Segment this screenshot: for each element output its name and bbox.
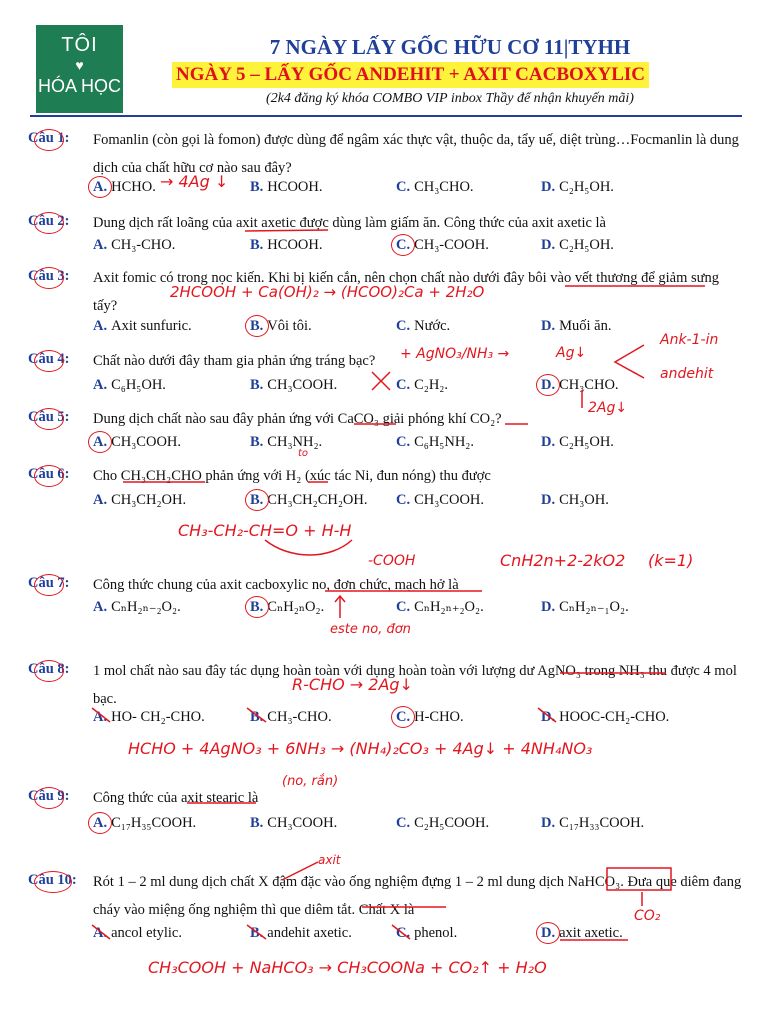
option-text: C₆H₅NH₂.: [414, 434, 474, 450]
option-letter: D.: [541, 925, 556, 941]
option-letter: C.: [396, 492, 411, 508]
number-circle-mark: [34, 267, 64, 289]
question-number: Câu 8:: [28, 661, 70, 677]
answer-option: [396, 434, 474, 451]
note-q3-equation: 2HCOOH + Ca(OH)₂ → (HCOO)₂Ca + 2H₂O: [170, 283, 485, 301]
option-text: axit axetic.: [559, 925, 623, 941]
option-letter: D.: [541, 434, 556, 450]
option-letter: B.: [250, 709, 264, 725]
option-letter: B.: [250, 318, 264, 334]
option-text: Muối ăn.: [559, 318, 612, 334]
answer-option: [541, 599, 629, 616]
option-text: CH₃COOH.: [414, 492, 485, 508]
logo: [36, 25, 123, 113]
question-number: Câu 4:: [28, 351, 70, 367]
option-letter: B.: [250, 434, 264, 450]
question-number: Câu 1:: [28, 130, 70, 146]
note-q7-este: este no, đơn: [330, 622, 411, 637]
number-circle-mark: [34, 787, 64, 809]
option-text: CₙH₂ₙ₋₁O₂.: [559, 599, 629, 615]
option-text: HOOC-CH₂-CHO.: [559, 709, 670, 725]
question-text: Cho CH₃CH₂CHO phản ứng với H₂ (xúc tác Ni, đun nóng) thu được: [93, 468, 491, 484]
option-letter: C.: [396, 377, 411, 393]
answer-option: [396, 377, 448, 394]
answer-option: [541, 815, 644, 832]
option-text: ancol etylic.: [111, 925, 182, 941]
note-q10-axit: axit: [318, 853, 341, 867]
option-letter: B.: [250, 179, 264, 195]
option-text: C₂H₅OH.: [559, 434, 614, 450]
answer-option: [250, 925, 352, 942]
answer-option: [250, 815, 337, 832]
option-letter: D.: [541, 492, 556, 508]
option-letter: D.: [541, 179, 556, 195]
option-text: Vôi tôi.: [267, 318, 312, 334]
number-circle-mark: [34, 465, 64, 487]
note-q4-ag: Ag↓: [556, 345, 587, 361]
option-letter: D.: [541, 377, 556, 393]
question-text: Fomanlin (còn gọi là fomon) được dùng để ngâm xác thực vật, thuộc da, tẩy uế, diệt trùng…Focmanlin là dung dịch của chất hữu cơ nào sau đây?: [93, 132, 739, 176]
option-text: CₙH₂ₙO₂.: [267, 599, 325, 615]
note-q6-cooh: -COOH: [368, 553, 416, 569]
option-letter: D.: [541, 237, 556, 253]
option-letter: C.: [396, 599, 411, 615]
option-text: CH₃CHO.: [559, 377, 619, 393]
answer-option: [93, 318, 192, 335]
option-letter: D.: [541, 599, 556, 615]
answer-option: [93, 925, 182, 942]
answer-option: [541, 237, 614, 254]
option-text: CH₃COOH.: [267, 815, 338, 831]
option-text: C₁₇H₃₅COOH.: [111, 815, 197, 831]
question-text: Công thức chung của axit cacboxylic no, đơn chức, mạch hở là: [93, 577, 459, 593]
question-text: 1 mol chất nào sau đây tác dụng hoàn toàn với dụng hoàn toàn với lượng dư AgNO₃ trong NH₃ thu được 4 mol bạc.: [93, 663, 737, 707]
answer-option: [396, 318, 450, 335]
question-number: Câu 10:: [28, 872, 77, 888]
number-circle-mark: [34, 212, 64, 234]
option-letter: C.: [396, 709, 411, 725]
question-number: Câu 6:: [28, 466, 70, 482]
option-letter: B.: [250, 815, 264, 831]
question-number: Câu 7:: [28, 575, 70, 591]
option-text: HCOOH.: [267, 179, 323, 195]
answer-option: [93, 599, 181, 616]
answer-option: [396, 599, 484, 616]
answer-option: [250, 434, 322, 451]
answer-circle-mark: [88, 812, 112, 834]
answer-circle-mark: [391, 234, 415, 256]
answer-option: [396, 815, 489, 832]
question-number: Câu 2:: [28, 213, 70, 229]
option-letter: A.: [93, 237, 108, 253]
question-text: Rót 1 – 2 ml dung dịch chất X đậm đặc vào ống nghiệm đựng 1 – 2 ml dung dịch NaHCO₃. Đưa que diêm đang cháy vào miệng ống nghiệm thì que diêm tắt. Chất X là: [93, 874, 742, 918]
option-letter: A.: [93, 318, 108, 334]
option-letter: B.: [250, 377, 264, 393]
option-text: CH₃CHO.: [414, 179, 474, 195]
option-text: CₙH₂ₙ₋₂O₂.: [111, 599, 181, 615]
question-number: Câu 9:: [28, 788, 70, 804]
option-letter: C.: [396, 815, 411, 831]
promo-note: (2k4 đăng ký khóa COMBO VIP inbox Thầy để nhận khuyến mãi): [266, 91, 634, 106]
note-q4-andehit: andehit: [660, 366, 714, 382]
heart-icon: ♥: [75, 57, 84, 73]
option-text: CH₃-COOH.: [414, 237, 489, 253]
option-text: C₂H₂.: [414, 377, 448, 393]
question-number: Câu 3:: [28, 268, 70, 284]
option-letter: C.: [396, 237, 411, 253]
answer-circle-mark: [245, 596, 269, 618]
answer-option: [396, 925, 457, 942]
number-circle-mark: [34, 408, 64, 430]
option-letter: D.: [541, 709, 556, 725]
answer-circle-mark: [88, 176, 112, 198]
option-text: phenol.: [414, 925, 458, 941]
number-circle-mark: [34, 129, 64, 151]
option-text: CH₃-CHO.: [111, 237, 176, 253]
note-q6-equation: CH₃-CH₂-CH=O + H-H: [178, 521, 352, 540]
answer-option: [250, 377, 337, 394]
option-text: Nước.: [414, 318, 451, 334]
option-text: CH₃CH₂CH₂OH.: [267, 492, 368, 508]
page-subtitle: NGÀY 5 – LẤY GỐC ANDEHIT + AXIT CACBOXYLIC: [172, 62, 649, 88]
question-text: Dung dịch chất nào sau đây phản ứng với CaCO₃ giải phóng khí CO₂?: [93, 411, 502, 427]
note-q1-4ag: → 4Ag ↓: [160, 172, 229, 191]
option-letter: C.: [396, 179, 411, 195]
option-text: C₂H₅COOH.: [414, 815, 490, 831]
option-letter: D.: [541, 815, 556, 831]
option-text: C₂H₅OH.: [559, 237, 614, 253]
option-text: HCOOH.: [267, 237, 323, 253]
option-text: C₁₇H₃₃COOH.: [559, 815, 645, 831]
question-number: Câu 5:: [28, 409, 70, 425]
option-text: CH₃NH₂.: [267, 434, 323, 450]
answer-option: [250, 237, 322, 254]
number-circle-mark: [34, 350, 64, 372]
option-letter: C.: [396, 925, 411, 941]
header-divider: [30, 115, 742, 117]
question-text: Axit fomic có trong nọc kiến. Khi bị kiến cắn, nên chọn chất nào dưới đây bôi vào vết thương để giảm sưng tấy?: [93, 270, 720, 314]
option-letter: A.: [93, 815, 108, 831]
answer-circle-mark: [391, 706, 415, 728]
page-title: 7 NGÀY LẤY GỐC HỮU CƠ 11|TYHH: [269, 35, 631, 59]
option-text: HCHO.: [111, 179, 156, 195]
option-text: CH₃CH₂OH.: [111, 492, 187, 508]
number-circle-mark: [34, 660, 64, 682]
option-text: Axit sunfuric.: [111, 318, 192, 334]
option-letter: C.: [396, 318, 411, 334]
option-text: H-CHO.: [414, 709, 464, 725]
logo-line2: HÓA HỌC: [37, 76, 121, 96]
note-q6-formula: CnH2n+2-2kO2: [500, 551, 626, 570]
answer-option: [396, 492, 484, 509]
option-text: C₂H₅OH.: [559, 179, 614, 195]
note-q4-ank: Ank-1-in: [660, 332, 719, 348]
option-text: CH₃COOH.: [267, 377, 338, 393]
option-letter: A.: [93, 434, 108, 450]
answer-circle-mark: [245, 489, 269, 511]
number-circle-mark: [34, 574, 64, 596]
note-q4-reagent: + AgNO₃/NH₃ →: [400, 346, 510, 362]
note-q8-equation: HCHO + 4AgNO₃ + 6NH₃ → (NH₄)₂CO₃ + 4Ag↓ + 4NH₄NO₃: [128, 739, 593, 758]
note-q4-2ag: 2Ag↓: [588, 400, 628, 416]
option-text: CH₃-CHO.: [267, 709, 332, 725]
option-letter: A.: [93, 377, 108, 393]
option-letter: A.: [93, 599, 108, 615]
answer-option: [541, 492, 609, 509]
answer-option: [250, 709, 332, 726]
option-letter: A.: [93, 925, 108, 941]
question-text: Dung dịch rất loãng của axit axetic được dùng làm giấm ăn. Công thức của axit axetic là: [93, 215, 606, 231]
note-q6-k: (k=1): [648, 551, 694, 570]
answer-option: [541, 318, 611, 335]
note-q10-equation: CH₃COOH + NaHCO₃ → CH₃COONa + CO₂↑ + H₂O: [148, 958, 547, 977]
answer-option: [93, 237, 175, 254]
question-text: Công thức của axit stearic là: [93, 790, 259, 806]
note-q10-co2: CO₂: [634, 908, 661, 924]
option-text: CH₃OH.: [559, 492, 609, 508]
answer-option: [396, 179, 474, 196]
question-text: Chất nào dưới đây tham gia phản ứng tráng bạc?: [93, 353, 376, 369]
option-letter: C.: [396, 434, 411, 450]
curve-stroke: [265, 540, 352, 555]
answer-option: [93, 709, 205, 726]
answer-option: [541, 179, 614, 196]
option-letter: B.: [250, 492, 264, 508]
answer-option: [93, 492, 186, 509]
answer-option: [541, 434, 614, 451]
option-text: CH₃COOH.: [111, 434, 182, 450]
logo-line1: TÔI: [61, 34, 98, 56]
option-letter: D.: [541, 318, 556, 334]
note-q8-rcho: R-CHO → 2Ag↓: [292, 675, 413, 694]
option-text: C₆H₅OH.: [111, 377, 166, 393]
answer-option: [541, 709, 669, 726]
option-letter: B.: [250, 925, 264, 941]
option-letter: A.: [93, 709, 108, 725]
option-text: HO- CH₂-CHO.: [111, 709, 205, 725]
answer-circle-mark: [245, 315, 269, 337]
option-letter: B.: [250, 599, 264, 615]
note-q5-to: to: [298, 448, 309, 459]
option-letter: B.: [250, 237, 264, 253]
answer-option: [93, 377, 166, 394]
option-text: CₙH₂ₙ₊₂O₂.: [414, 599, 484, 615]
number-circle-mark: [34, 871, 72, 893]
answer-circle-mark: [536, 922, 560, 944]
note-q9-state: (no, rắn): [282, 774, 339, 789]
answer-circle-mark: [536, 374, 560, 396]
option-text: andehit axetic.: [267, 925, 352, 941]
option-letter: A.: [93, 179, 108, 195]
answer-option: [250, 179, 322, 196]
answer-circle-mark: [88, 431, 112, 453]
option-letter: A.: [93, 492, 108, 508]
